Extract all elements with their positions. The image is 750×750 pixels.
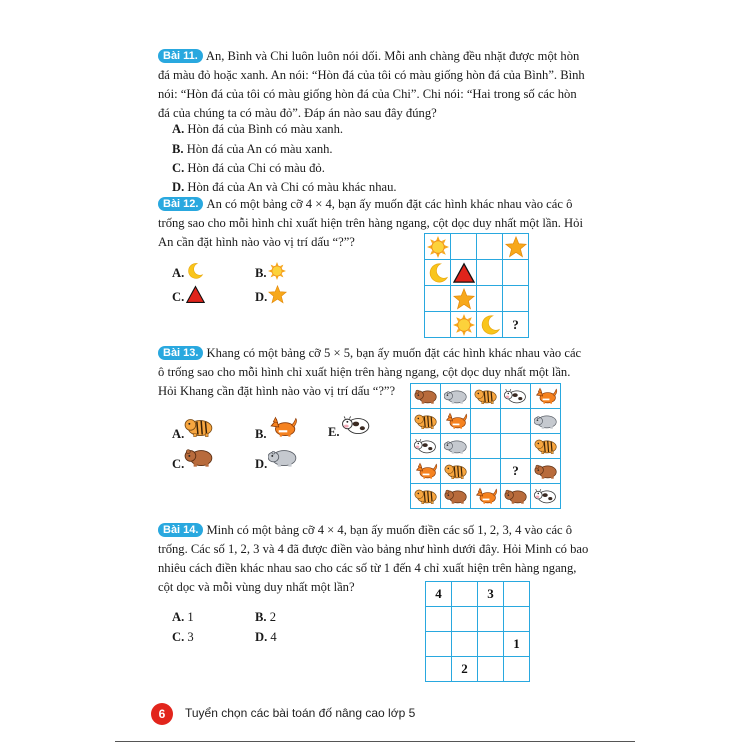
b12-cell (477, 234, 503, 260)
b12-option-b[interactable] (255, 265, 267, 281)
b14-option-c-letter: C. (172, 630, 185, 644)
bear-icon (184, 446, 214, 468)
b13-cell (441, 434, 471, 459)
b14-cell (426, 607, 452, 632)
cow-icon (342, 414, 372, 436)
hippo-icon (268, 446, 298, 468)
tiger-icon (184, 416, 214, 438)
b12-option-c-letter: C. (172, 290, 185, 304)
b11-option-d-letter: D. (172, 180, 185, 194)
b12-cell (425, 234, 451, 260)
b12-cell (503, 260, 529, 286)
fox-icon (268, 416, 298, 438)
b14-option-a[interactable] (172, 609, 194, 625)
b13-cell (531, 434, 561, 459)
b13-option-d-letter: D. (255, 457, 268, 471)
b14-option-c-text: 3 (187, 630, 194, 644)
b13-cell (531, 384, 561, 409)
b14-cell (478, 632, 504, 657)
b12-cell (477, 260, 503, 286)
b11-option-d-text: Hòn đá của An và Chi có màu khác nhau. (187, 180, 397, 194)
bear-icon (444, 487, 468, 505)
b14-option-d-letter: D. (255, 630, 268, 644)
b13-cell (471, 484, 501, 509)
b12-cell (425, 312, 451, 338)
b13-cell (501, 409, 531, 434)
b12-cell (503, 234, 529, 260)
moon-icon (427, 262, 449, 284)
b12-option-c[interactable] (172, 289, 184, 305)
tiger-icon (414, 487, 438, 505)
b13-cell (411, 459, 441, 484)
b12-cell (451, 260, 477, 286)
fox-icon (474, 487, 498, 505)
tiger-icon (534, 437, 558, 455)
triangle-icon (453, 262, 475, 284)
b13-cell (441, 484, 471, 509)
b11-option-c[interactable] (172, 160, 325, 176)
star-icon (268, 285, 287, 304)
cow-icon (414, 437, 438, 455)
b14-option-d-text: 4 (270, 630, 277, 644)
b13-option-e[interactable] (328, 424, 340, 440)
b14-text: Minh có một bảng cỡ 4 × 4, bạn ấy muốn điền các số 1, 2, 3, 4 vào các ô trống. Các số 1, 2, 3 và 4 đã được điền vào bảng như hình dưới đây. Hỏi Minh có bao nhiêu cách điền khác nhau sao cho các số từ 1 đến 4 chỉ xuất hiện trên hàng ngang, cột dọc và mỗi vùng duy nhất một lần? (158, 523, 589, 594)
b13-cell (441, 459, 471, 484)
b12-badge: Bài 12. (158, 197, 203, 211)
b14-cell (426, 632, 452, 657)
b12-cell (503, 286, 529, 312)
star-icon (505, 236, 527, 258)
b14-cell (426, 657, 452, 682)
b13-cell (501, 384, 531, 409)
b14-cell (478, 607, 504, 632)
tiger-icon (474, 387, 498, 405)
b14-cell: 2 (452, 657, 478, 682)
b14-option-c[interactable] (172, 629, 194, 645)
b13-cell (501, 484, 531, 509)
b13-cell (411, 409, 441, 434)
moon-icon (479, 314, 501, 336)
b13-cell (531, 484, 561, 509)
b11-option-b-text: Hòn đá của An có màu xanh. (186, 142, 333, 156)
b13-cell (531, 459, 561, 484)
b11-option-d[interactable] (172, 179, 397, 195)
b14-cell: 1 (504, 632, 530, 657)
b13-option-c[interactable] (172, 456, 184, 472)
fox-icon (534, 387, 558, 405)
b13-cell (471, 409, 501, 434)
b13-question-cell (501, 459, 531, 484)
page-number: 6 (151, 703, 173, 725)
b14-option-a-text: 1 (187, 610, 194, 624)
b12-option-b-letter: B. (255, 266, 267, 280)
footer-divider (115, 741, 635, 742)
b14-cell: 4 (426, 582, 452, 607)
tiger-icon (444, 462, 468, 480)
b13-grid (410, 383, 561, 509)
b12-cell (451, 286, 477, 312)
b14-cell: 3 (478, 582, 504, 607)
b13-option-b[interactable] (255, 426, 267, 442)
b11-option-a-letter: A. (172, 122, 185, 136)
b12-cell (477, 312, 503, 338)
b13-badge: Bài 13. (158, 346, 203, 360)
tiger-icon (414, 412, 438, 430)
b14-badge: Bài 14. (158, 523, 203, 537)
sun-icon (453, 314, 475, 336)
b12-option-a-letter: A. (172, 266, 185, 280)
hippo-icon (444, 387, 468, 405)
footer-title: Tuyển chọn các bài toán đố nâng cao lớp 5 (185, 706, 416, 720)
b13-cell (531, 409, 561, 434)
b13-cell (471, 459, 501, 484)
b11-statement (158, 47, 590, 123)
b14-cell (478, 657, 504, 682)
b13-option-e-letter: E. (328, 425, 340, 439)
b14-option-d[interactable] (255, 629, 277, 645)
bear-icon (414, 387, 438, 405)
sun-icon (268, 262, 286, 280)
b12-grid (424, 233, 529, 338)
triangle-icon (186, 285, 205, 304)
b14-cell (452, 582, 478, 607)
b12-option-d[interactable] (255, 289, 267, 305)
b14-cell (452, 607, 478, 632)
cow-icon (534, 487, 558, 505)
b13-option-a-letter: A. (172, 427, 185, 441)
b14-option-a-letter: A. (172, 610, 185, 624)
question-mark: ? (512, 463, 519, 478)
b14-option-b-text: 2 (269, 610, 277, 624)
question-mark: ? (512, 316, 519, 332)
b11-option-b-letter: B. (172, 142, 184, 156)
b13-option-a[interactable] (172, 426, 184, 442)
b14-cell (504, 582, 530, 607)
fox-icon (444, 412, 468, 430)
b12-question-cell (503, 312, 529, 338)
star-icon (453, 288, 475, 310)
fox-icon (414, 462, 438, 480)
b11-text: An, Bình và Chi luôn luôn nói dối. Mỗi anh chàng đều nhặt được một hòn đá màu đỏ hoặc xanh. An nói: “Hòn đá của tôi có màu giống hòn đá của Bình”. Bình nói: “Hòn đá của tôi có màu giống hòn đá của Chi”. Chi nói: “Hai trong số các hòn đá của chúng ta có màu đỏ”. Đáp án nào sau đây đúng? (158, 49, 585, 120)
b12-cell (477, 286, 503, 312)
b12-option-a[interactable] (172, 265, 184, 281)
b11-option-c-letter: C. (172, 161, 185, 175)
b11-option-a[interactable] (172, 121, 343, 137)
b13-cell (411, 434, 441, 459)
b12-cell (425, 260, 451, 286)
b12-cell (425, 286, 451, 312)
b13-cell (411, 484, 441, 509)
b11-option-c-text: Hòn đá của Chi có màu đỏ. (187, 161, 325, 175)
moon-icon (186, 262, 204, 280)
b11-option-a-text: Hòn đá của Bình có màu xanh. (187, 122, 344, 136)
b13-cell (501, 434, 531, 459)
b13-option-c-letter: C. (172, 457, 185, 471)
b14-grid (425, 581, 530, 682)
b13-cell (471, 384, 501, 409)
b13-option-d[interactable] (255, 456, 267, 472)
b14-option-b-letter: B. (255, 610, 267, 624)
b14-option-b[interactable] (255, 609, 276, 625)
hippo-icon (444, 437, 468, 455)
b12-option-d-letter: D. (255, 290, 268, 304)
sun-icon (427, 236, 449, 258)
b14-cell (452, 632, 478, 657)
b13-option-b-letter: B. (255, 427, 267, 441)
b11-option-b[interactable] (172, 141, 333, 157)
b13-cell (441, 384, 471, 409)
cow-icon (504, 387, 528, 405)
bear-icon (504, 487, 528, 505)
b13-text: Khang có một bảng cỡ 5 × 5, bạn ấy muốn đặt các hình khác nhau vào các ô trống sao cho mỗi hình chỉ xuất hiện trên hàng ngang, cột dọc duy nhất một lần. Hỏi Khang cần đặt hình nào vào vị trí dấu “?”? (158, 346, 582, 398)
b12-cell (451, 312, 477, 338)
b11-badge: Bài 11. (158, 49, 203, 63)
hippo-icon (534, 412, 558, 430)
b14-cell (504, 607, 530, 632)
b14-cell (504, 657, 530, 682)
bear-icon (534, 462, 558, 480)
b13-cell (441, 409, 471, 434)
b12-cell (451, 234, 477, 260)
b13-cell (411, 384, 441, 409)
b12-text: An có một bảng cỡ 4 × 4, bạn ấy muốn đặt các hình khác nhau vào các ô trống sao cho mỗi hình chỉ xuất hiện trên hàng ngang, cột dọc duy nhất một lần. Hỏi An cần đặt hình nào vào vị trí dấu “?”? (158, 197, 583, 249)
b13-cell (471, 434, 501, 459)
